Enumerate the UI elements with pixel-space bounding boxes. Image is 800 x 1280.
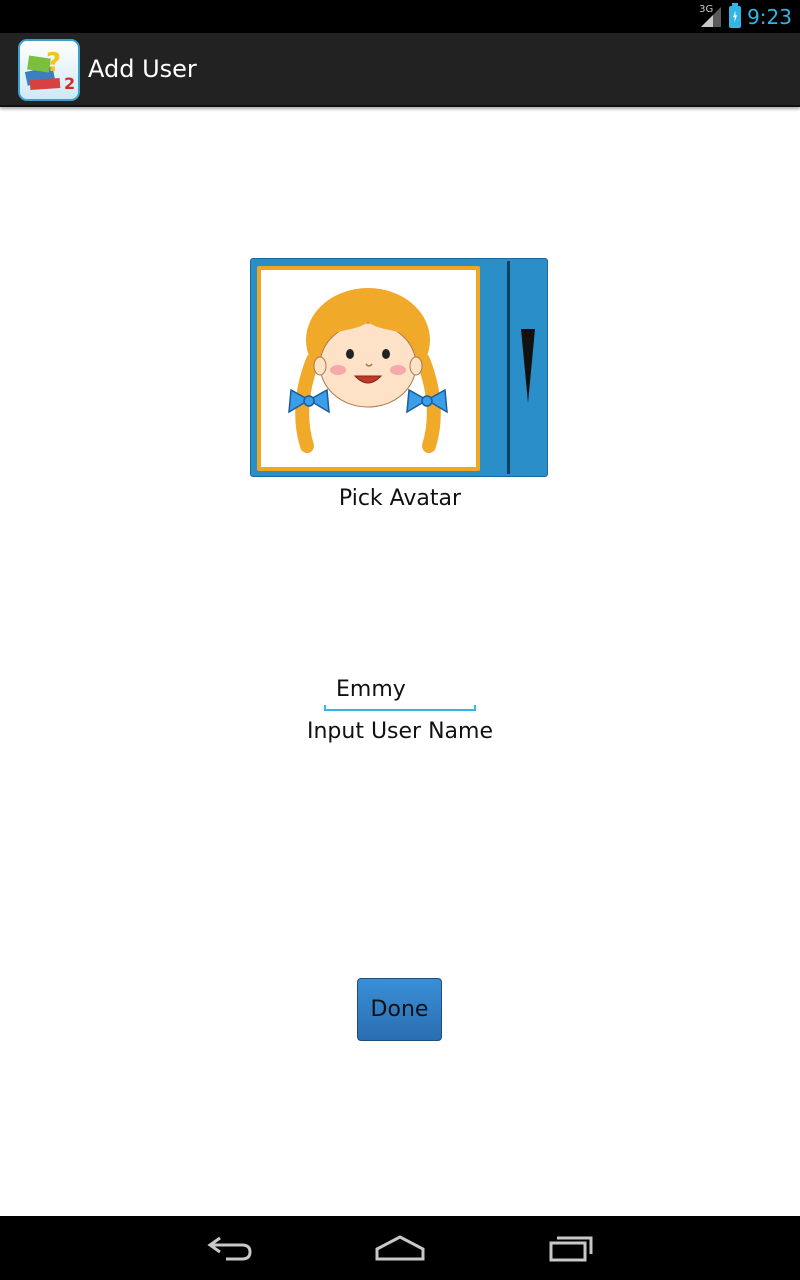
network-type-label: 3G xyxy=(699,3,714,15)
done-button[interactable]: Done xyxy=(357,978,442,1041)
pick-avatar-label: Pick Avatar xyxy=(338,486,462,511)
avatar-divider xyxy=(507,261,510,474)
scroll-handle-icon[interactable] xyxy=(519,323,537,403)
battery-charging-icon xyxy=(729,6,741,28)
action-bar xyxy=(0,33,800,107)
recent-apps-icon[interactable] xyxy=(541,1228,601,1268)
avatar-picker[interactable] xyxy=(250,258,548,477)
status-icons xyxy=(699,0,792,33)
page-title: Add User xyxy=(88,55,197,83)
avatar-card[interactable] xyxy=(257,266,480,471)
clock: 9:23 xyxy=(747,4,792,29)
back-icon[interactable] xyxy=(200,1228,260,1268)
user-name-input[interactable] xyxy=(324,668,476,710)
girl-avatar-icon xyxy=(261,270,476,467)
home-icon[interactable] xyxy=(370,1228,430,1268)
svg-text:?: ? xyxy=(46,48,62,78)
svg-text:2: 2 xyxy=(64,74,76,93)
app-logo-icon[interactable] xyxy=(18,39,80,101)
signal-icon xyxy=(699,5,723,29)
navigation-bar xyxy=(0,1216,800,1280)
status-bar xyxy=(0,0,800,33)
user-name-label: Input User Name xyxy=(306,719,493,744)
input-underline xyxy=(324,705,476,711)
